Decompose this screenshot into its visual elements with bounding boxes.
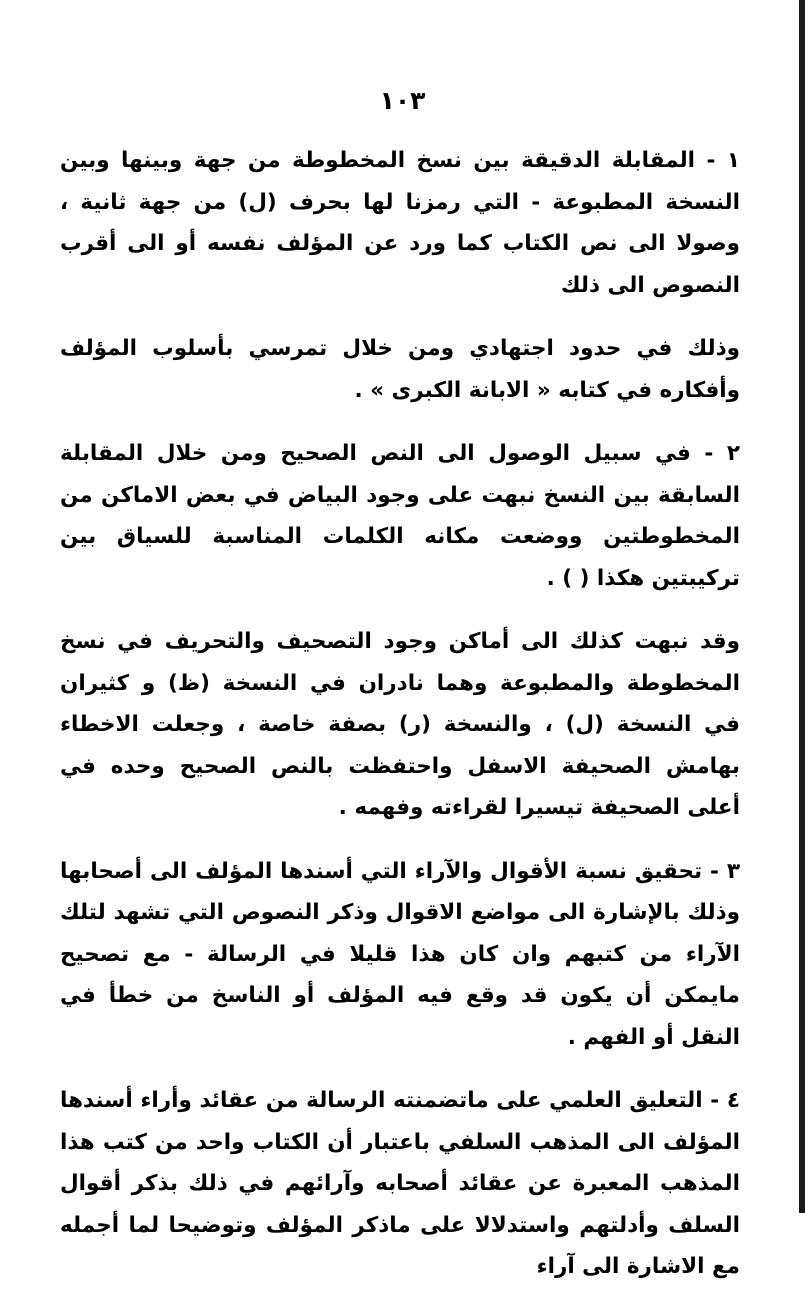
paragraph-ijtihad-note: وذلك في حدود اجتهادي ومن خلال تمرسي بأسلوب المؤلف وأفكاره في كتابه « الابانة الكبرى » . <box>60 336 740 403</box>
paragraph-item-2-blanks: ٢ - في سبيل الوصول الى النص الصحيح ومن خلال المقابلة السابقة بين النسخ نبهت على وجود البياض في بعض الاماكن من المخطوطتين ووضعت مكانه الكلمات المناسبة للسياق بين تركيبتين هكذا ( ) . <box>60 441 740 591</box>
paragraph-corrections: وقد نبهت كذلك الى أماكن وجود التصحيف والتحريف في نسخ المخطوطة والمطبوعة وهما نادران في النسخة (ظ) و كثيران في النسخة (ل) ، والنسخة (ر) بصفة خاصة ، وجعلت الاخطاء بهامش الصحيفة الاسفل واحتفظت بالنص الصحيح وحده في أعلى الصحيفة تيسيرا لقراءته وفهمه . <box>60 629 740 820</box>
text-body <box>60 140 740 1310</box>
paragraph-item-1-collation: ١ - المقابلة الدقيقة بين نسخ المخطوطة من جهة وبينها وبين النسخة المطبوعة - التي رمزنا لها بحرف (ل) من جهة ثانية ، وصولا الى نص الكتاب كما ورد عن المؤلف نفسه أو الى أقرب النصوص الى ذلك <box>60 148 740 298</box>
paragraph-item-3-attribution: ٣ - تحقيق نسبة الأقوال والآراء التي أسندها المؤلف الى أصحابها وذلك بالإشارة الى مواضع الاقوال وذكر النصوص التي تشهد لتلك الآراء من كتبهم وان كان هذا قليلا في الرسالة - مع تصحيح مايمكن أن يكون قد وقع فيه المؤلف أو الناسخ من خطأ في النقل أو الفهم . <box>60 858 740 1050</box>
page-number: ١٠٣ <box>379 86 426 115</box>
page-edge <box>799 0 805 1213</box>
paragraph-item-4-commentary: ٤ - التعليق العلمي على ماتضمنته الرسالة من عقائد وأراء أسندها المؤلف الى المذهب السلفي باعتبار أن الكتاب واحد من كتب هذا المذهب المعبرة عن عقائد أصحابه وآرائهم في ذلك بذكر أقوال السلف وأدلتهم واستدلالا على ماذكر المؤلف وتوضيحا لما أجمله مع الاشارة الى آراء <box>60 1088 740 1279</box>
